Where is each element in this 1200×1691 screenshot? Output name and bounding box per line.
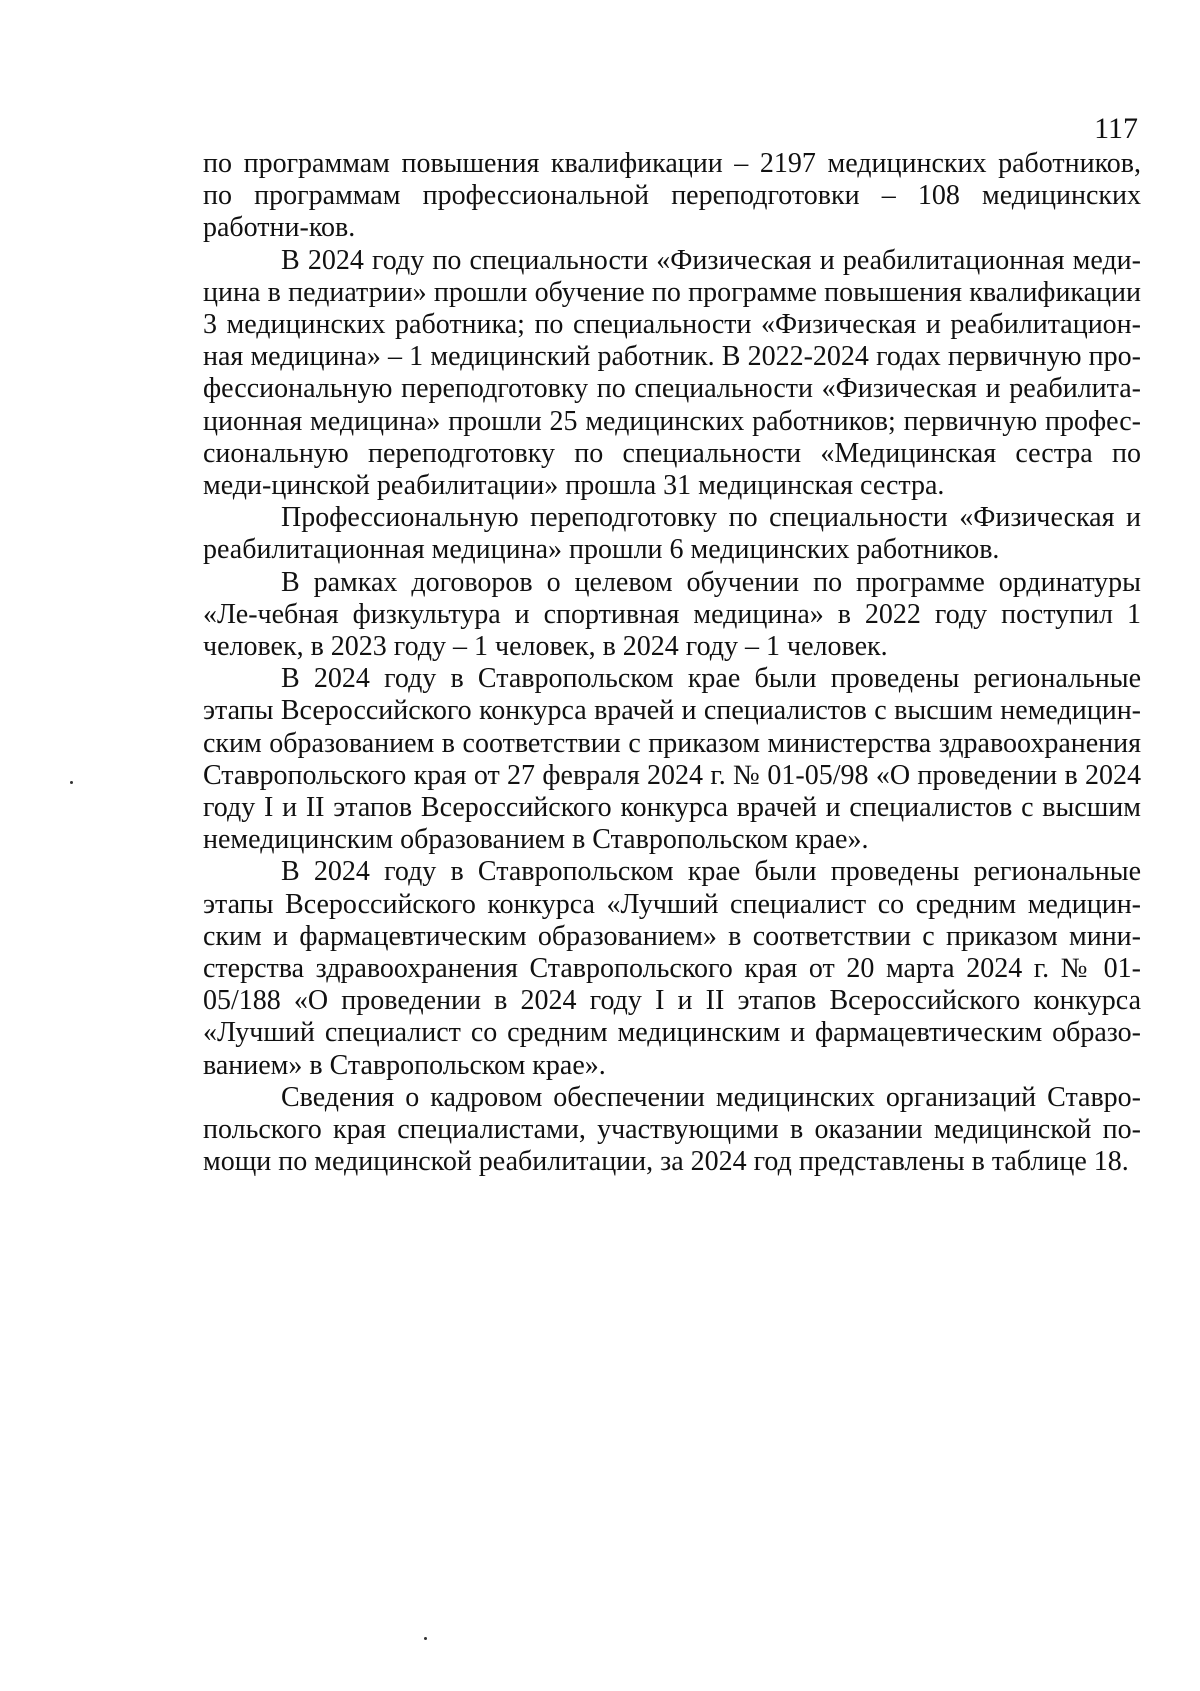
paragraph-7: Сведения о кадровом обеспечении медицинских организаций Ставро-польского края специалистами, участвующими в оказании медицинской по-мощи по медицинской реабилитации, за 2024 год представлены в таблице 18.: [203, 1081, 1141, 1178]
scan-speck: [424, 1637, 427, 1640]
page-number: 117: [1094, 112, 1138, 145]
scan-speck: [70, 781, 73, 784]
paragraph-2: В 2024 году по специальности «Физическая и реабилитационная меди-цина в педиатрии» прошли обучение по программе повышения квалификации 3 медицинских работника; по специальности «Физическая и реабилитацион-ная медицина» – 1 медицинский работник. В 2022-2024 годах первичную про-фессиональную переподготовку по специальности «Физическая и реабилита-ционная медицина» прошли 25 медицинских работников; первичную профес-сиональную переподготовку по специальности «Медицинская сестра по меди-цинской реабилитации» прошла 31 медицинская сестра.: [203, 244, 1141, 502]
document-body: [203, 148, 1141, 1179]
paragraph-6: В 2024 году в Ставропольском крае были проведены региональные этапы Всероссийского конкурса «Лучший специалист со средним медицин-ским и фармацевтическим образованием» в соответствии с приказом мини-стерства здравоохранения Ставропольского края от 20 марта 2024 г. № 01-05/188 «О проведении в 2024 году I и II этапов Всероссийского конкурса «Лучший специалист со средним медицинским и фармацевтическим образо-ванием» в Ставропольском крае».: [203, 856, 1141, 1081]
paragraph-4: В рамках договоров о целевом обучении по программе ординатуры «Ле-чебная физкультура и спортивная медицина» в 2022 году поступил 1 человек, в 2023 году – 1 человек, в 2024 году – 1 человек.: [203, 566, 1141, 663]
paragraph-3: Профессиональную переподготовку по специальности «Физическая и реабилитационная медицина» прошли 6 медицинских работников.: [203, 502, 1141, 566]
paragraph-5: В 2024 году в Ставропольском крае были проведены региональные этапы Всероссийского конкурса врачей и специалистов с высшим немедицин-ским образованием в соответствии с приказом министерства здравоохранения Ставропольского края от 27 февраля 2024 г. № 01-05/98 «О проведении в 2024 году I и II этапов Всероссийского конкурса врачей и специалистов с высшим немедицинским образованием в Ставропольском крае».: [203, 663, 1141, 856]
paragraph-1: по программам повышения квалификации – 2197 медицинских работников, по программам профессиональной переподготовки – 108 медицинских работни-ков.: [203, 148, 1141, 244]
